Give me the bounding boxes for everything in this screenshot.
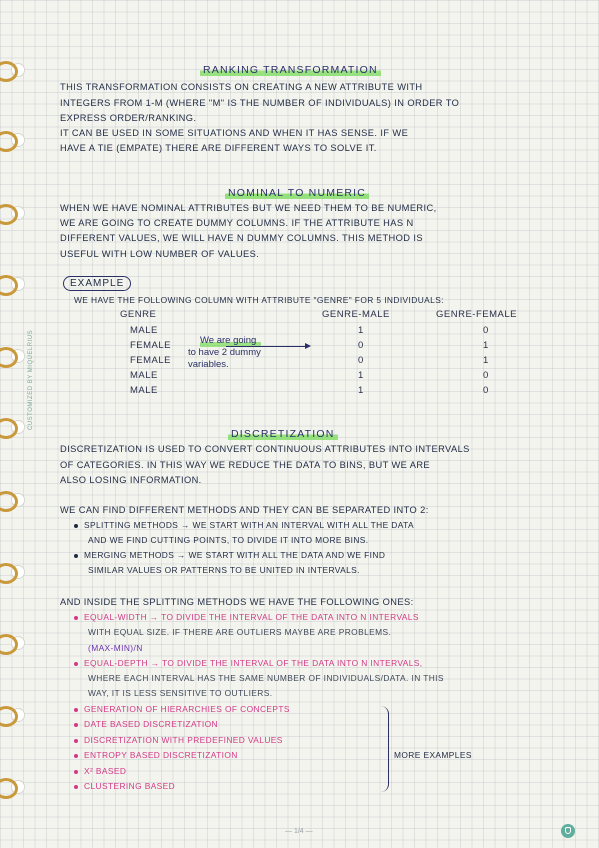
nominal-line: WE ARE GOING TO CREATE DUMMY COLUMNS. IF THE ATTRIBUTE HAS N — [60, 218, 414, 228]
brand-logo-icon — [561, 824, 575, 838]
example-intro: WE HAVE THE FOLLOWING COLUMN WITH ATTRIBUTE "GENRE" FOR 5 INDIVIDUALS: — [74, 295, 444, 305]
equal-depth-item — [74, 658, 423, 668]
dummy-note-line: We are going — [200, 335, 261, 347]
table-cell: 0 — [358, 340, 364, 351]
merging-item — [74, 550, 385, 560]
table-cell: 0 — [483, 325, 489, 336]
discretization-heading — [228, 428, 338, 440]
table-header: GENRE — [120, 309, 157, 320]
merging-text: MERGING METHODS → WE START WITH ALL THE DATA AND WE FIND — [84, 550, 386, 560]
merging-item-cont: SIMILAR VALUES OR PATTERNS TO BE UNITED IN INTERVALS. — [88, 565, 360, 575]
more-example-item — [74, 750, 238, 760]
binder-ring — [0, 203, 22, 225]
binder-ring — [0, 777, 22, 799]
more-example-item — [74, 766, 126, 776]
more-example-text: Χ² BASED — [84, 766, 127, 776]
methods-intro: WE CAN FIND DIFFERENT METHODS AND THEY CAN BE SEPARATED INTO 2: — [60, 505, 429, 515]
table-cell: 0 — [483, 385, 489, 396]
bullet-icon — [74, 754, 78, 758]
bullet-icon — [74, 708, 78, 712]
more-example-text: DISCRETIZATION WITH PREDEFINED VALUES — [84, 735, 283, 745]
table-cell: MALE — [130, 370, 158, 381]
binder-ring — [0, 130, 22, 152]
table-header: GENRE-FEMALE — [436, 309, 517, 320]
nominal-title: NOMINAL TO NUMERIC — [225, 187, 369, 199]
bullet-icon — [74, 616, 78, 620]
table-cell: 1 — [358, 385, 364, 396]
more-example-item — [74, 719, 218, 729]
ranking-line: INTEGERS FROM 1-M (WHERE "M" IS THE NUMBER OF INDIVIDUALS) IN ORDER TO — [60, 98, 460, 108]
page-number: — 1/4 — — [285, 828, 313, 835]
bracket-brace — [380, 706, 389, 792]
table-cell: 1 — [358, 325, 364, 336]
discretization-title: DISCRETIZATION — [228, 428, 338, 440]
nominal-line: WHEN WE HAVE NOMINAL ATTRIBUTES BUT WE NEED THEM TO BE NUMERIC, — [60, 203, 437, 213]
discretization-line: DISCRETIZATION IS USED TO CONVERT CONTINUOUS ATTRIBUTES INTO INTERVALS — [60, 444, 470, 454]
table-cell: 0 — [358, 355, 364, 366]
table-cell: MALE — [130, 325, 158, 336]
splitting-intro: AND INSIDE THE SPLITTING METHODS WE HAVE THE FOLLOWING ONES: — [60, 597, 414, 607]
nominal-heading — [225, 187, 369, 199]
equal-width-text: EQUAL-WIDTH → TO DIVIDE THE INTERVAL OF THE DATA INTO N INTERVALS — [84, 612, 419, 622]
table-cell: 1 — [483, 340, 489, 351]
ranking-title: RANKING TRANSFORMATION — [200, 64, 381, 76]
dummy-note-line: variables. — [188, 359, 229, 370]
discretization-line: OF CATEGORIES. IN THIS WAY WE REDUCE THE DATA TO BINS, BUT WE ARE — [60, 460, 431, 470]
ranking-heading — [200, 64, 381, 76]
equal-depth-cont: WHERE EACH INTERVAL HAS THE SAME NUMBER OF INDIVIDUALS/DATA. IN THIS — [88, 673, 444, 683]
binder-ring — [0, 562, 22, 584]
dummy-note — [188, 335, 261, 371]
bullet-icon — [74, 723, 78, 727]
arrow-right-icon — [305, 343, 311, 349]
brand-side-label: CUSTOMIZED BY MIQUELRIUS — [28, 329, 34, 430]
bullet-icon — [74, 524, 78, 528]
bullet-icon — [74, 662, 78, 666]
more-examples-label: MORE EXAMPLES — [394, 750, 472, 760]
table-cell: 1 — [483, 355, 489, 366]
equal-width-item — [74, 612, 419, 622]
equal-width-cont: WITH EQUAL SIZE. IF THERE ARE OUTLIERS MAYBE ARE PROBLEMS. — [88, 627, 392, 637]
nominal-line: DIFFERENT VALUES, WE WILL HAVE N DUMMY COLUMNS. THIS METHOD IS — [60, 233, 423, 243]
splitting-item — [74, 520, 414, 530]
ranking-line: IT CAN BE USED IN SOME SITUATIONS AND WHEN IT HAS SENSE. IF WE — [60, 128, 409, 138]
ranking-line: HAVE A TIE (EMPATE) THERE ARE DIFFERENT WAYS TO SOLVE IT. — [60, 143, 377, 153]
equal-depth-cont: WAY, IT IS LESS SENSITIVE TO OUTLIERS. — [88, 688, 273, 698]
binder-ring — [0, 705, 22, 727]
more-example-item — [74, 781, 175, 791]
table-cell: FEMALE — [130, 355, 172, 366]
table-cell: 1 — [358, 370, 364, 381]
binder-ring — [0, 490, 22, 512]
example-label: EXAMPLE — [63, 276, 131, 291]
more-example-text: ENTROPY BASED DISCRETIZATION — [84, 750, 238, 760]
discretization-line: ALSO LOSING INFORMATION. — [60, 475, 202, 485]
table-cell: FEMALE — [130, 340, 172, 351]
splitting-item-cont: AND WE FIND CUTTING POINTS, TO DIVIDE IT INTO MORE BINS. — [88, 535, 369, 545]
equal-depth-text: EQUAL-DEPTH → TO DIVIDE THE INTERVAL OF THE DATA INTO N INTERVALS, — [84, 658, 423, 668]
note-arrow-line — [226, 346, 308, 347]
bullet-icon — [74, 554, 78, 558]
ranking-line: THIS TRANSFORMATION CONSISTS ON CREATING A NEW ATTRIBUTE WITH — [60, 82, 423, 92]
more-example-item — [74, 735, 283, 745]
binder-ring — [0, 274, 22, 296]
bullet-icon — [74, 770, 78, 774]
bullet-icon — [74, 785, 78, 789]
bullet-icon — [74, 739, 78, 743]
ranking-line: EXPRESS ORDER/RANKING. — [60, 113, 197, 123]
dummy-note-line: to have 2 dummy — [188, 347, 261, 358]
nominal-line: USEFUL WITH LOW NUMBER OF VALUES. — [60, 249, 260, 259]
table-cell: 0 — [483, 370, 489, 381]
table-cell: MALE — [130, 385, 158, 396]
binder-ring — [0, 417, 22, 439]
more-example-item — [74, 704, 290, 714]
more-example-text: GENERATION OF HIERARCHIES OF CONCEPTS — [84, 704, 290, 714]
binder-ring — [0, 60, 22, 82]
equal-width-formula: (MAX-MIN)/N — [88, 643, 143, 653]
table-header: GENRE-MALE — [322, 309, 390, 320]
binder-ring — [0, 633, 22, 655]
more-example-text: DATE BASED DISCRETIZATION — [84, 719, 218, 729]
splitting-text: SPLITTING METHODS → WE START WITH AN INTERVAL WITH ALL THE DATA — [84, 520, 414, 530]
binder-ring — [0, 346, 22, 368]
more-example-text: CLUSTERING BASED — [84, 781, 176, 791]
